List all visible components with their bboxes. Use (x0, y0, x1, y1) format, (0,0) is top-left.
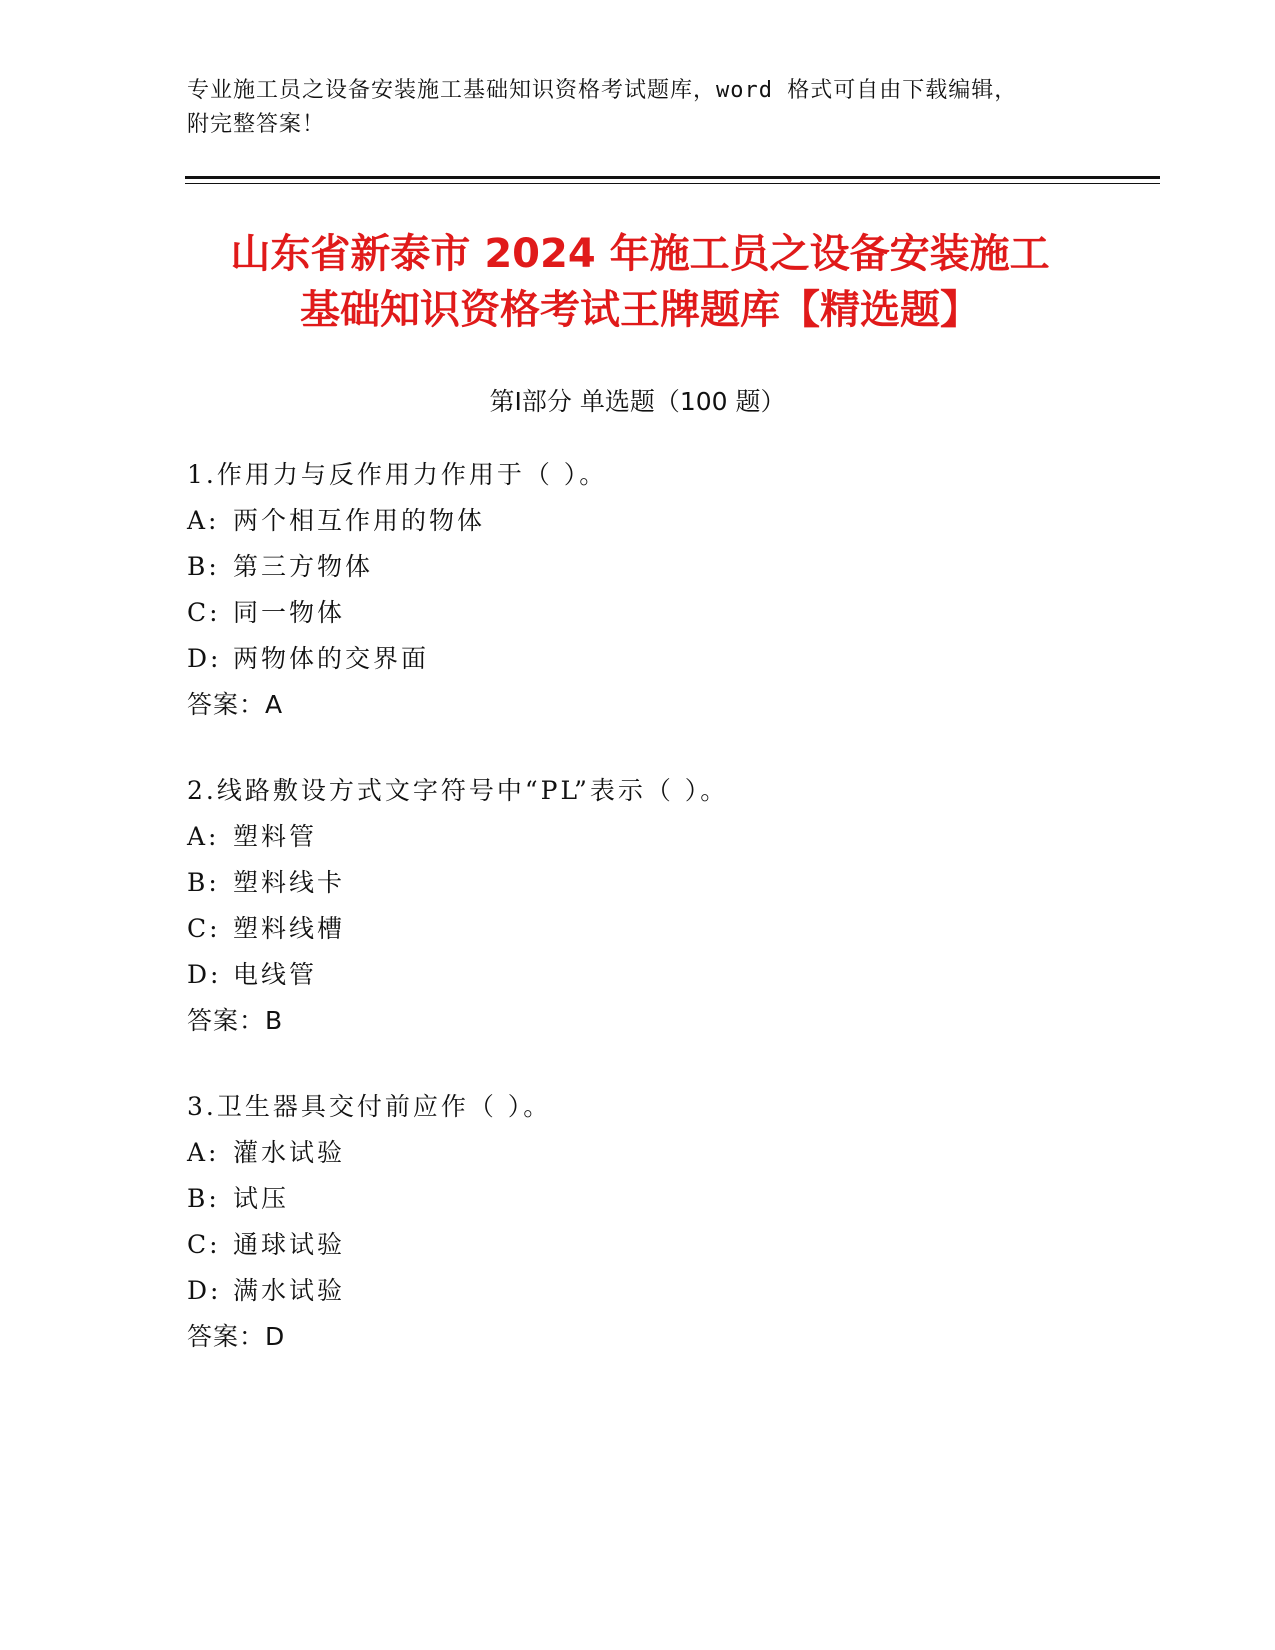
section-title: 第Ⅰ部分 单选题（100 题） (489, 387, 786, 416)
option-a (187, 1130, 1087, 1176)
option-letter: D: (187, 644, 222, 673)
option-text: 试压 (233, 1184, 290, 1213)
option-text: 第三方物体 (233, 552, 374, 581)
option-a (187, 814, 1087, 860)
option-text: 灌水试验 (233, 1138, 346, 1167)
option-letter: A: (187, 1138, 220, 1167)
question-3 (187, 1084, 1087, 1360)
answer: 答案：B (187, 1006, 284, 1035)
answer: 答案：D (187, 1322, 286, 1351)
option-text: 塑料线卡 (233, 868, 346, 897)
option-b (187, 860, 1087, 906)
option-letter: A: (187, 822, 220, 851)
header-rule-thin (185, 183, 1160, 184)
option-text: 两物体的交界面 (233, 644, 430, 673)
option-d (187, 636, 1087, 682)
option-d (187, 952, 1087, 998)
document-title-line-1: 山东省新泰市 2024 年施工员之设备安装施工 (230, 231, 1050, 277)
question-stem: 1.作用力与反作用力作用于（ ）。 (187, 460, 608, 489)
question-2 (187, 768, 1087, 1044)
option-text: 塑料线槽 (233, 914, 346, 943)
document-title (140, 226, 1140, 338)
option-d (187, 1268, 1087, 1314)
option-text: 两个相互作用的物体 (233, 506, 486, 535)
option-c (187, 590, 1087, 636)
option-text: 电线管 (233, 960, 318, 989)
header-note (187, 74, 1067, 142)
option-letter: B: (187, 868, 220, 897)
option-text: 通球试验 (233, 1230, 346, 1259)
question-1 (187, 452, 1087, 728)
option-b (187, 544, 1087, 590)
option-c (187, 1222, 1087, 1268)
header-rule-thick (185, 176, 1160, 179)
answer: 答案：A (187, 690, 284, 719)
option-letter: D: (187, 1276, 222, 1305)
option-letter: A: (187, 506, 220, 535)
option-b (187, 1176, 1087, 1222)
option-text: 满水试验 (233, 1276, 346, 1305)
option-letter: C: (187, 914, 221, 943)
option-text: 同一物体 (233, 598, 346, 627)
option-text: 塑料管 (233, 822, 318, 851)
header-note-line-2: 附完整答案！ (187, 112, 326, 137)
header-note-line-1: 专业施工员之设备安装施工基础知识资格考试题库，word 格式可自由下载编辑， (187, 78, 1018, 103)
option-letter: D: (187, 960, 222, 989)
option-c (187, 906, 1087, 952)
option-letter: B: (187, 552, 220, 581)
option-letter: C: (187, 598, 221, 627)
option-a (187, 498, 1087, 544)
option-letter: B: (187, 1184, 220, 1213)
document-title-line-2: 基础知识资格考试王牌题库【精选题】 (300, 287, 980, 333)
question-stem: 3.卫生器具交付前应作（ ）。 (187, 1092, 552, 1121)
option-letter: C: (187, 1230, 221, 1259)
question-stem: 2.线路敷设方式文字符号中“PL”表示（ ）。 (187, 776, 729, 805)
